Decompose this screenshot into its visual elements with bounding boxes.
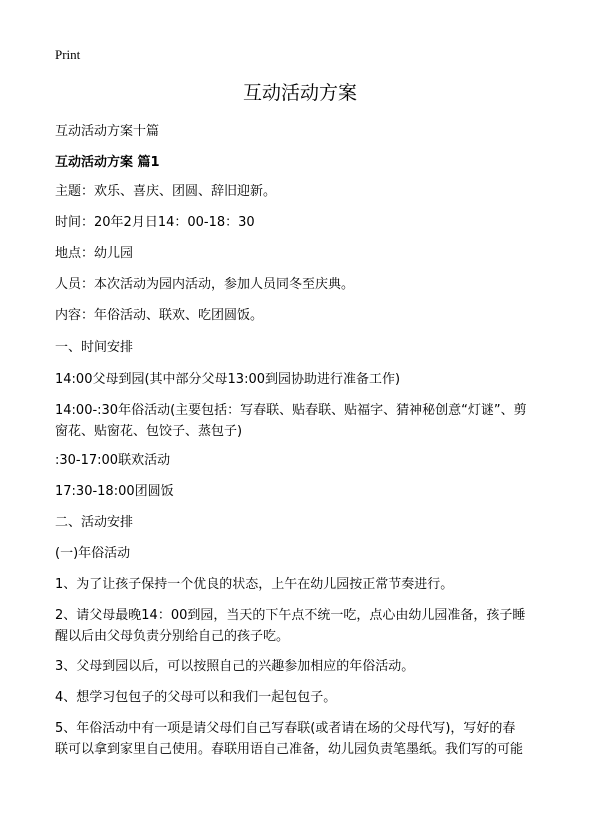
section-heading: 互动活动方案 篇1 (55, 155, 160, 170)
heading-activities: 二、活动安排 (55, 515, 134, 530)
text-line: 2、请父母最晚14：00到园，当天的下午点不统一吃，点心由幼儿园准备，孩子睡 (55, 608, 526, 623)
paragraph-content: 内容：年俗活动、联欢、吃团圆饭。 (55, 308, 264, 323)
schedule-item: :30-17:00联欢活动 (55, 453, 171, 468)
activity-item: 4、想学习包包子的父母可以和我们一起包包子。 (55, 690, 337, 705)
paragraph-location: 地点：幼儿园 (55, 246, 134, 261)
text-line: 14:00-:30年俗活动(主要包括：写春联、贴春联、贴福字、猜神秘创意“灯谜”、剪 (55, 403, 527, 418)
paragraph-theme: 主题：欢乐、喜庆、团圆、辞旧迎新。 (55, 184, 277, 199)
activity-item: 3、父母到园以后，可以按照自己的兴趣参加相应的年俗活动。 (55, 659, 415, 674)
schedule-item: 17:30-18:00团圆饭 (55, 484, 174, 499)
text-line: 醒以后由父母负责分别给自己的孩子吃。 (55, 629, 290, 644)
document-subtitle: 互动活动方案十篇 (55, 124, 160, 139)
page-title: 互动活动方案 (242, 82, 357, 104)
schedule-item: 14:00父母到园(其中部分父母13:00到园协助进行准备工作) (55, 372, 401, 387)
text-line: 窗花、贴窗花、包饺子、蒸包子) (55, 424, 243, 439)
paragraph-participants: 人员：本次活动为园内活动，参加人员同冬至庆典。 (55, 277, 355, 292)
schedule-item-multiline (55, 400, 550, 442)
text-line: 联可以拿到家里自己使用。春联用语自己准备，幼儿园负责笔墨纸。我们写的可能 (55, 742, 524, 757)
heading-schedule: 一、时间安排 (55, 340, 134, 355)
subheading-folk-activities: (一)年俗活动 (55, 546, 131, 561)
activity-item-multiline (55, 605, 550, 647)
paragraph-time: 时间：20年2月日14：00-18：30 (55, 215, 255, 230)
activity-item-multiline (55, 718, 550, 760)
print-link[interactable]: Print (55, 47, 81, 62)
activity-item: 1、为了让孩子保持一个优良的状态，上午在幼儿园按正常节奏进行。 (55, 577, 454, 592)
text-line: 5、年俗活动中有一项是请父母们自己写春联(或者请在场的父母代写)，写好的春 (55, 721, 516, 736)
